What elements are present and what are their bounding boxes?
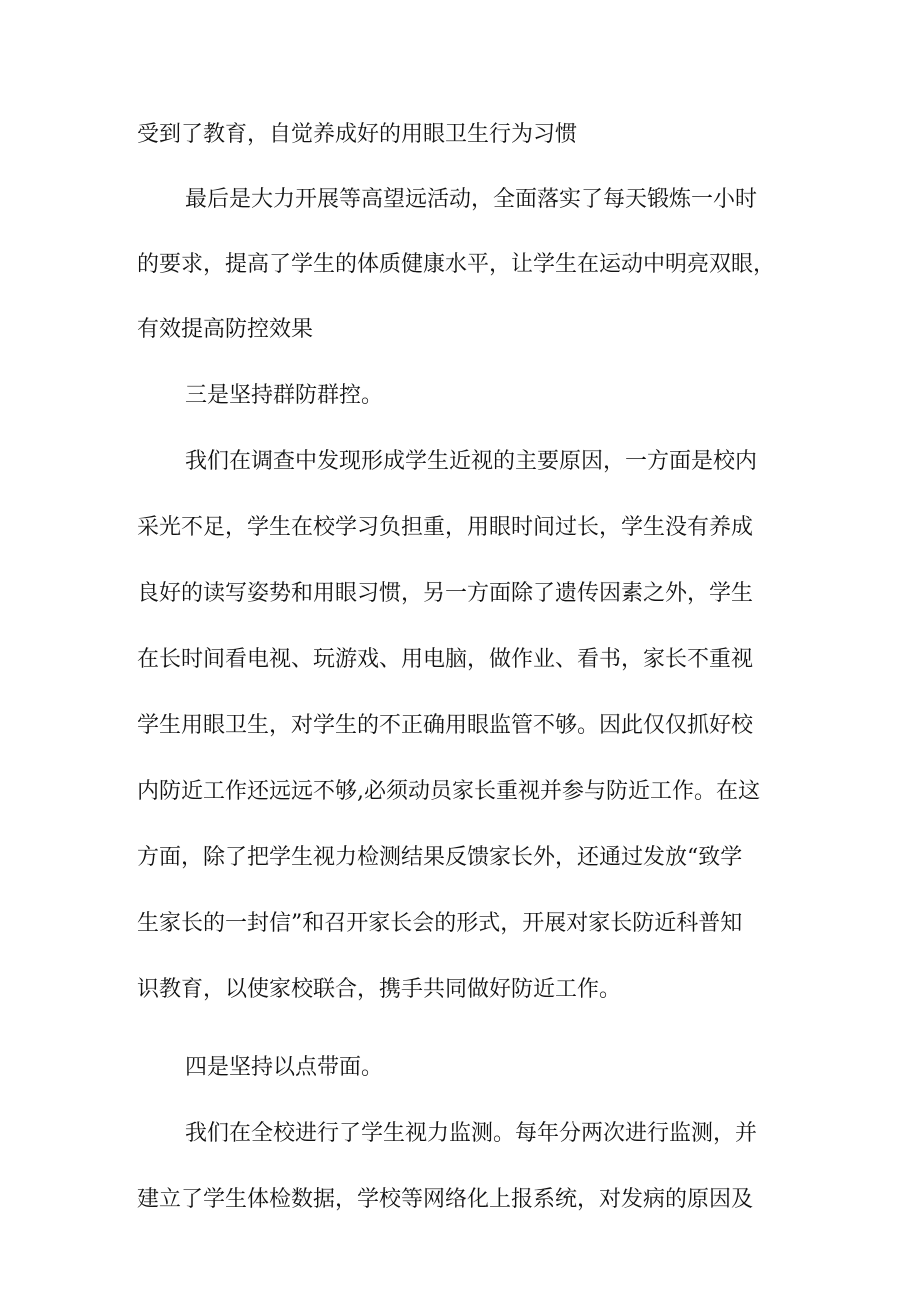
text-line: 识教育，以使家校联合，携手共同做好防近工作。 <box>137 977 622 1002</box>
text-line: 良好的读写姿势和用眼习惯，另一方面除了遗传因素之外，学生 <box>137 581 754 606</box>
text-line: 内防近工作还远远不够,必须动员家长重视并参与防近工作。在这 <box>137 779 760 804</box>
text-line: 受到了教育，自觉养成好的用眼卫生行为习惯 <box>137 122 578 147</box>
text-line: 有效提高防控效果 <box>137 317 314 342</box>
text-line: 在长时间看电视、玩游戏、用电脑，做作业、看书，家长不重视 <box>137 647 754 672</box>
text-line: 的要求，提高了学生的体质健康水平，让学生在运动中明亮双眼， <box>137 252 776 277</box>
text-line: 我们在全校进行了学生视力监测。每年分两次进行监测，并 <box>185 1121 758 1146</box>
text-line: 最后是大力开展等高望远活动，全面落实了每天锻炼一小时 <box>185 187 758 212</box>
section-heading: 三是坚持群防群控。 <box>185 383 384 408</box>
text-line: 学生用眼卫生，对学生的不正确用眼监管不够。因此仅仅抓好校 <box>137 713 754 738</box>
text-line: 生家长的一封信”和召开家长会的形式，开展对家长防近科普知 <box>137 911 743 936</box>
text-line: 方面，除了把学生视力检测结果反馈家长外，还通过发放“致学 <box>137 845 743 870</box>
section-heading: 四是坚持以点带面。 <box>185 1055 384 1080</box>
text-line: 我们在调查中发现形成学生近视的主要原因，一方面是校内 <box>185 449 758 474</box>
text-line: 采光不足，学生在校学习负担重，用眼时间过长，学生没有养成 <box>137 515 754 540</box>
text-line: 建立了学生体检数据，学校等网络化上报系统，对发病的原因及 <box>137 1187 754 1212</box>
